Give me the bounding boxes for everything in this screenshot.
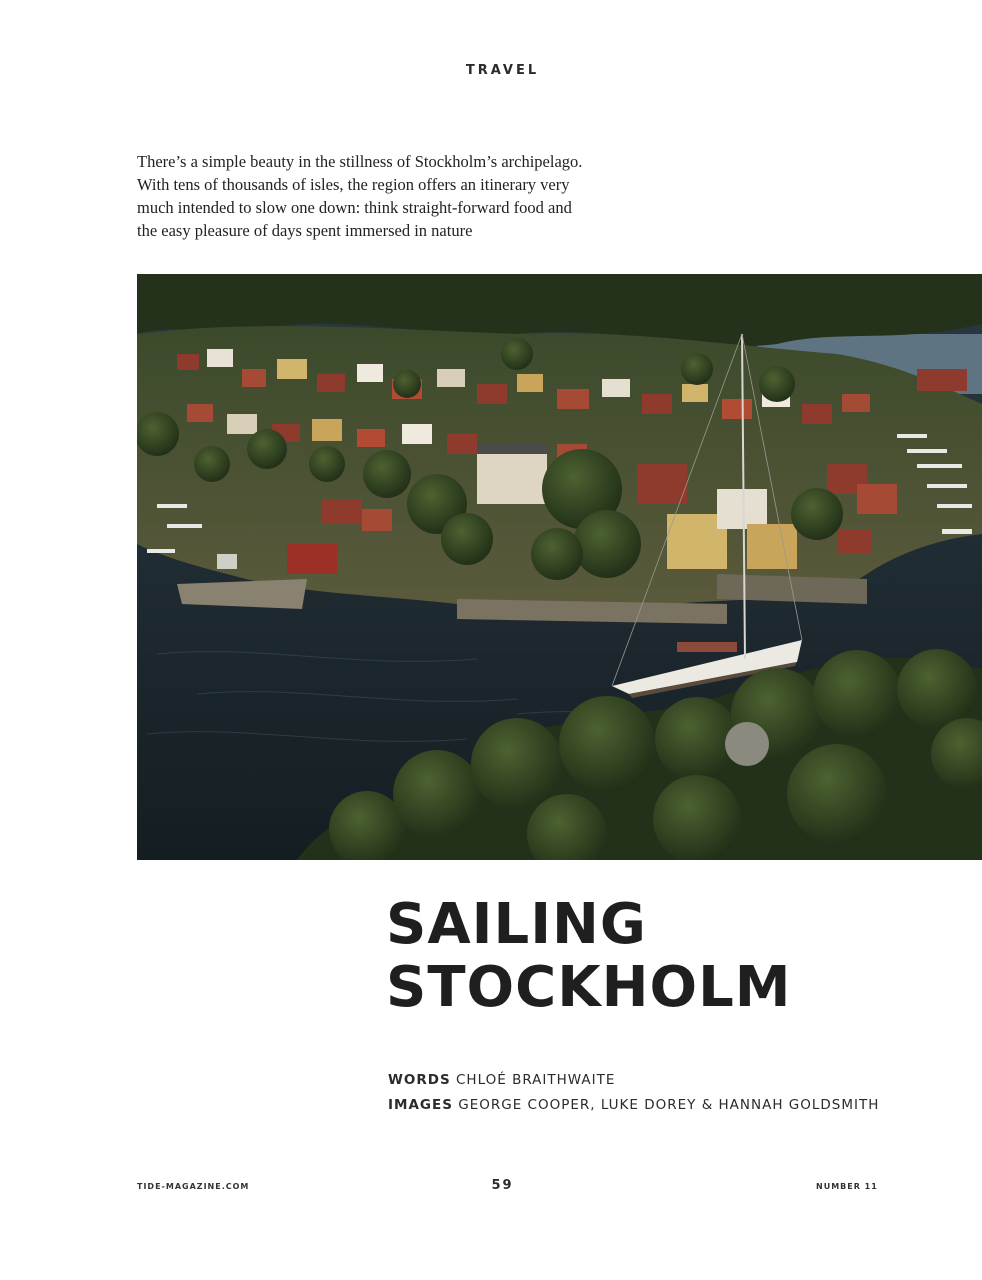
words-label: WORDS bbox=[388, 1072, 451, 1088]
intro-line: much intended to slow one down: think straight-forward food and bbox=[137, 198, 572, 217]
title-line: STOCKHOLM bbox=[386, 955, 792, 1020]
images-value: GEORGE COOPER, LUKE DOREY & HANNAH GOLDSMITH bbox=[458, 1097, 880, 1113]
pier bbox=[177, 579, 307, 609]
footer-site: TIDE-MAGAZINE.COM bbox=[137, 1182, 250, 1191]
words-value: CHLOÉ BRAITHWAITE bbox=[456, 1072, 616, 1088]
intro-paragraph bbox=[137, 150, 637, 242]
section-label: TRAVEL bbox=[465, 63, 540, 78]
intro-line: the easy pleasure of days spent immersed in nature bbox=[137, 221, 473, 240]
intro-line: With tens of thousands of isles, the region offers an itinerary very bbox=[137, 175, 570, 194]
credit-words bbox=[388, 1068, 879, 1093]
images-label: IMAGES bbox=[388, 1097, 453, 1113]
page-number: 59 bbox=[491, 1178, 514, 1193]
article-title bbox=[386, 893, 792, 1019]
intro-line: There’s a simple beauty in the stillness of Stockholm’s archipelago. bbox=[137, 152, 583, 171]
footer-issue: NUMBER 11 bbox=[816, 1182, 878, 1191]
hero-photo bbox=[137, 274, 982, 860]
credits bbox=[388, 1068, 879, 1118]
credit-images bbox=[388, 1093, 879, 1118]
title-line: SAILING bbox=[386, 892, 647, 957]
